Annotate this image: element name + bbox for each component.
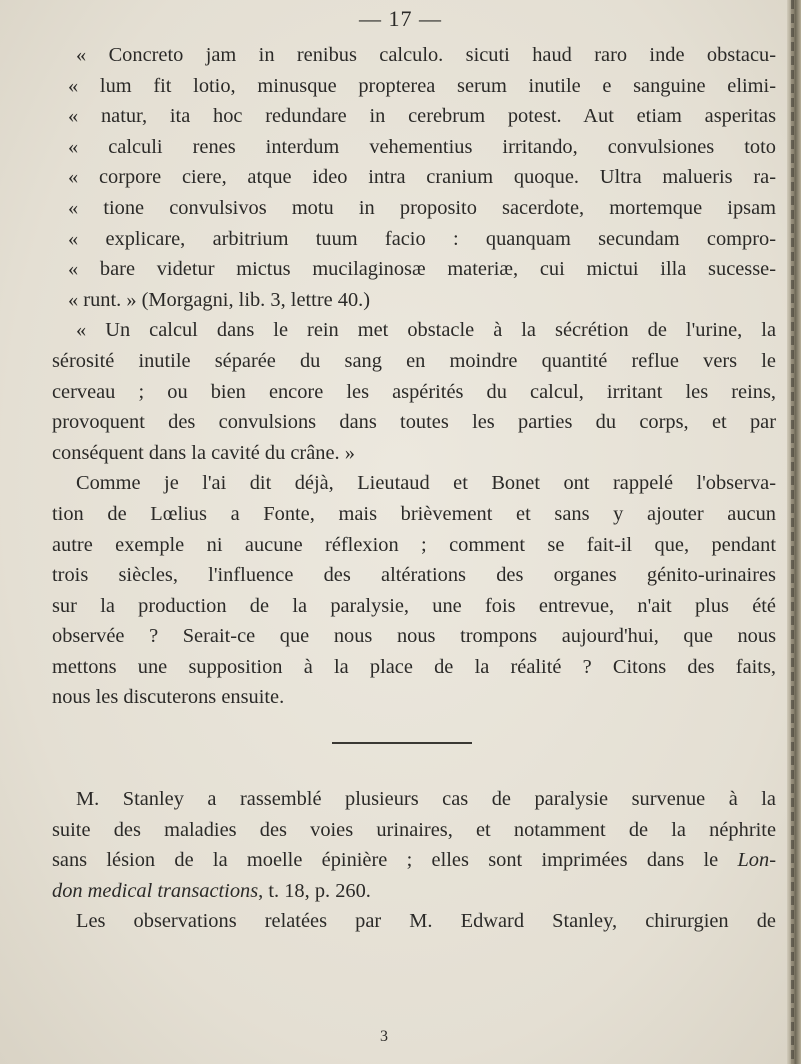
quote-line-3: « natur, ita hoc redundare in cerebrum potest. Aut etiam asperitas (68, 105, 776, 128)
page-edge (787, 0, 801, 1064)
quote-line-5: « corpore ciere, atque ideo intra cranium quoque. Ultra malueris ra- (68, 166, 776, 189)
main-text (52, 40, 776, 713)
comment-line-8: nous les discuterons ensuite. (52, 686, 285, 709)
quote-line-2: « lum fit lotio, minusque propterea serum inutile e sanguine elimi- (68, 74, 776, 97)
stanley-paragraph (52, 784, 776, 937)
translation-line-4: provoquent des convulsions dans toutes les parties du corps, et par (52, 411, 776, 434)
signature-mark: 3 (380, 1028, 388, 1045)
quote-line-6: « tione convulsivos motu in proposito sacerdote, mortemque ipsam (68, 196, 776, 219)
stanley-line-4 (52, 876, 776, 907)
quote-line-8: « bare videtur mictus mucilaginosæ materiæ, cui mictui illa sucesse- (68, 258, 776, 281)
quote-line-7: « explicare, arbitrium tuum facio : quanquam secundam compro- (68, 227, 776, 250)
comment-line-4: trois siècles, l'influence des altérations des organes génito-urinaires (52, 564, 776, 587)
stanley-line-2: suite des maladies des voies urinaires, et notamment de la néphrite (52, 818, 776, 841)
section-divider (332, 742, 472, 744)
page-number: — 17 — (359, 6, 442, 31)
comment-line-7: mettons une supposition à la place de la réalité ? Citons des faits, (52, 655, 776, 678)
journal-title-part-2: don medical transactions (52, 879, 259, 902)
citation-volume: , t. 18, p. 260. (258, 879, 371, 902)
comment-line-1: Comme je l'ai dit déjà, Lieutaud et Bonet ont rappelé l'observa- (76, 472, 776, 495)
quote-line-9: « runt. » (Morgagni, lib. 3, lettre 40.) (68, 288, 371, 311)
comment-line-2: tion de Lœlius a Fonte, mais brièvement et sans y ajouter aucun (52, 502, 776, 525)
quote-line-4: « calculi renes interdum vehementius irritando, convulsiones toto (68, 135, 776, 158)
final-line: Les observations relatées par M. Edward Stanley, chirurgien de (76, 910, 776, 933)
stanley-line-1: M. Stanley a rassemblé plusieurs cas de paralysie survenue à la (76, 788, 776, 810)
translation-line-3: cerveau ; ou bien encore les aspérités du calcul, irritant les reins, (52, 380, 776, 403)
translation-line-1: « Un calcul dans le rein met obstacle à la sécrétion de l'urine, la (76, 319, 776, 342)
stanley-line-3 (52, 845, 776, 876)
translation-line-2: sérosité inutile séparée du sang en moindre quantité reflue vers le (52, 349, 776, 372)
quote-line-1: « Concreto jam in renibus calculo. sicuti haud raro inde obstacu- (76, 44, 776, 66)
comment-line-6: observée ? Serait-ce que nous nous trompons aujourd'hui, que nous (52, 625, 776, 648)
journal-title-part-1: Lon- (737, 849, 776, 872)
comment-line-3: autre exemple ni aucune réflexion ; comment se fait-il que, pendant (52, 533, 776, 556)
translation-line-5: conséquent dans la cavité du crâne. » (52, 441, 355, 464)
stanley-line-3-text: sans lésion de la moelle épinière ; elles sont imprimées dans le (52, 849, 738, 872)
comment-line-5: sur la production de la paralysie, une fois entrevue, n'ait plus été (52, 594, 776, 617)
